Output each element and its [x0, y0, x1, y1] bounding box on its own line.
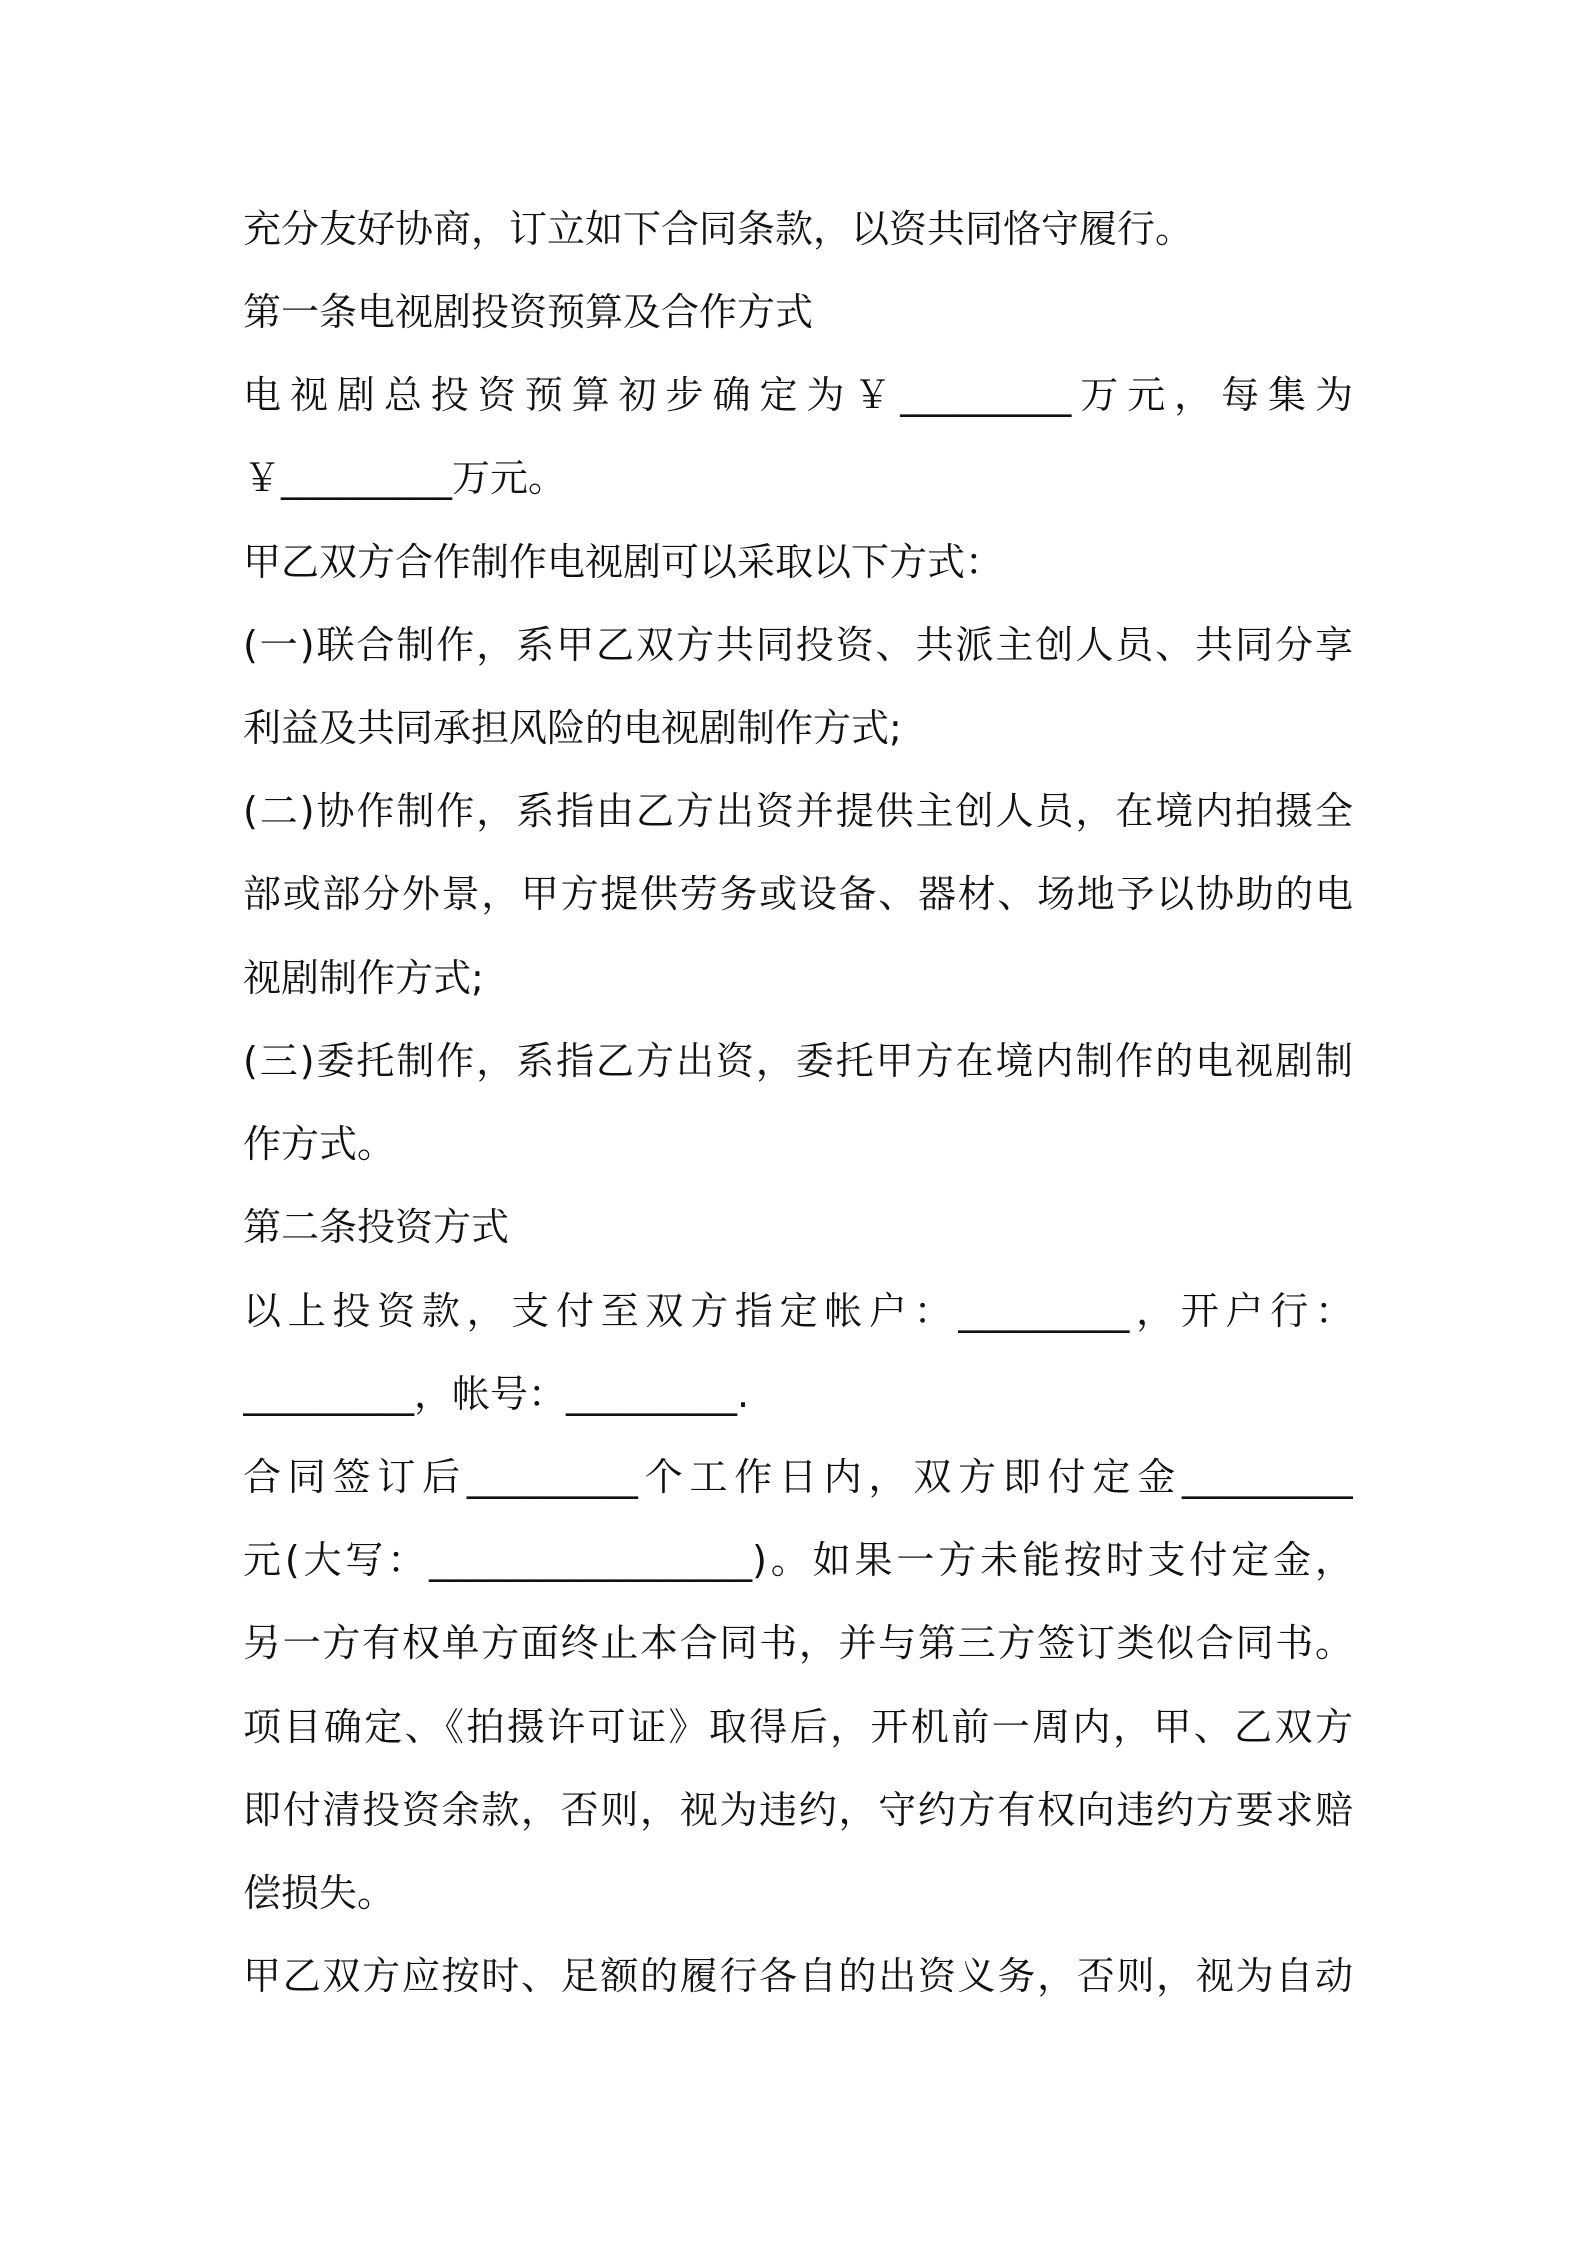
text-line: 项目确定、《拍摄许可证》取得后，开机前一周内，甲、乙双方: [243, 1705, 1353, 1749]
text-line: 甲乙双方合作制作电视剧可以采取以下方式：: [243, 540, 1004, 584]
text-line: (二)协作制作，系指由乙方出资并提供主创人员，在境内拍摄全: [243, 789, 1353, 833]
text-line: 即付清投资余款，否则，视为违约，守约方有权向违约方要求赔: [243, 1788, 1353, 1832]
text-line: 部或部分外景，甲方提供劳务或设备、器材、场地予以协助的电: [243, 872, 1353, 916]
text-line: 偿损失。: [243, 1871, 396, 1915]
text-line: _________，帐号：_________.: [243, 1372, 750, 1416]
text-line: ￥_________万元。: [243, 456, 567, 500]
text-line: (三)委托制作，系指乙方出资，委托甲方在境内制作的电视剧制: [243, 1039, 1353, 1083]
text-line: 电视剧总投资预算初步确定为￥_________万元，每集为: [243, 373, 1353, 417]
text-line: 甲乙双方应按时、足额的履行各自的出资义务，否则，视为自动: [243, 1954, 1353, 1998]
article-heading: 第二条投资方式: [243, 1205, 510, 1249]
text-line: (一)联合制作，系甲乙双方共同投资、共派主创人员、共同分享: [243, 623, 1353, 667]
article-heading: 第一条电视剧投资预算及合作方式: [243, 290, 814, 334]
text-line: 另一方有权单方面终止本合同书，并与第三方签订类似合同书。: [243, 1621, 1353, 1665]
text-line: 充分友好协商，订立如下合同条款，以资共同恪守履行。: [243, 207, 1194, 251]
text-line: 视剧制作方式;: [243, 956, 484, 1000]
text-line: 以上投资款，支付至双方指定帐户：_________，开户行：: [243, 1289, 1353, 1333]
text-line: 作方式。: [243, 1122, 396, 1166]
text-line: 元(大写：_________________)。如果一方未能按时支付定金，: [243, 1538, 1353, 1582]
text-line: 合同签订后_________个工作日内，双方即付定金_________: [243, 1455, 1353, 1499]
text-line: 利益及共同承担风险的电视剧制作方式;: [243, 706, 902, 750]
